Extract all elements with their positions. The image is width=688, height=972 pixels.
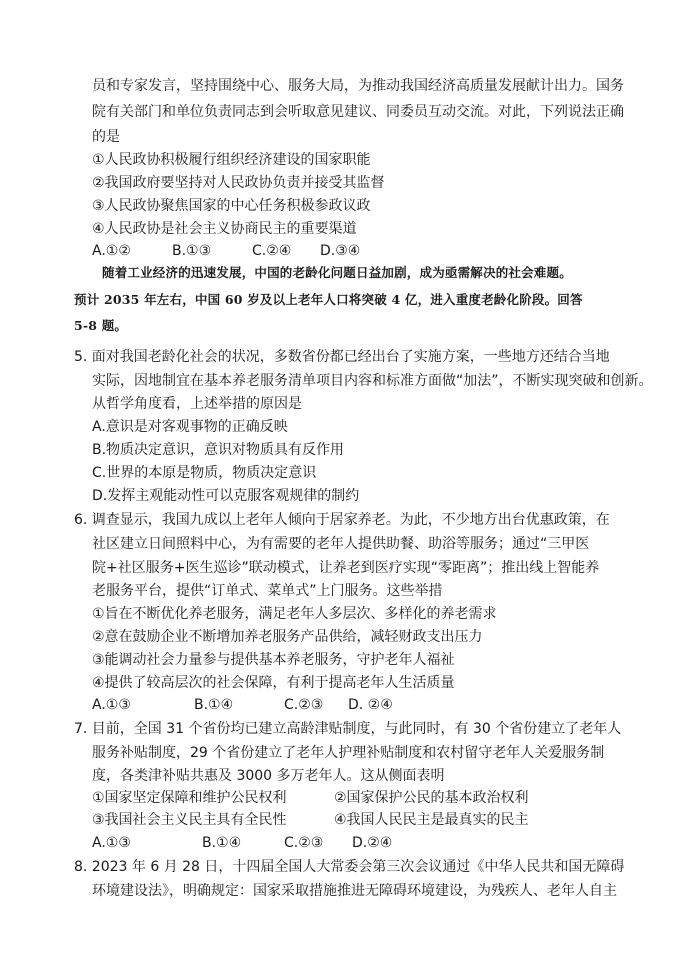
q5-option: D.发挥主观能动性可以克服客观规律的制约	[92, 488, 360, 504]
choice-b: B.①④	[194, 697, 234, 713]
passage-line: 随着工业经济的迅速发展，中国的老龄化问题日益加剧，成为亟需解决的社会难题。	[102, 265, 572, 280]
q4-option: ②我国政府要坚持对人民政协负责并接受其监督	[92, 175, 385, 191]
q7-option: ④我国人民民主是最真实的民主	[334, 812, 529, 828]
choice-a: A.①③	[92, 835, 131, 851]
q7-option: ①国家坚定保障和维护公民权利	[92, 790, 287, 806]
q5-option: B.物质决定意识，意识对物质具有反作用	[92, 442, 345, 458]
q6-option: ①旨在不断优化养老服务，满足老年人多层次、多样化的养老需求	[92, 606, 497, 622]
choice-b: B.①④	[202, 835, 242, 851]
q8-stem-line: 8. 2023 年 6 月 28 日，十四届全国人大常委会第三次会议通过《中华人民共和国无障碍	[74, 859, 625, 875]
choice-d: D.③④	[320, 243, 361, 259]
passage-line: 5-8 题。	[74, 318, 128, 333]
q5-stem-line: 5. 面对我国老龄化社会的状况，多数省份都已经出台了实施方案，一些地方还结合当地	[74, 349, 610, 365]
passage-line: 预计 2035 年左右，中国 60 岁及以上老年人口将突破 4 亿，进入重度老龄化阶段。回答	[74, 292, 583, 307]
q4-option: ①人民政协积极履行组织经济建设的国家职能	[92, 152, 371, 168]
q6-option: ③能调动社会力量参与提供基本养老服务，守护老年人福祉	[92, 652, 455, 668]
choice-c: C.②③	[284, 835, 324, 851]
q5-stem-line: 从哲学角度看，上述举措的原因是	[92, 396, 302, 412]
q5-option: A.意识是对客观事物的正确反映	[92, 419, 288, 435]
q7-option: ②国家保护公民的基本政治权利	[334, 790, 529, 806]
q4-text-line: 员和专家发言，坚持围绕中心、服务大局，为推动我国经济高质量发展献计出力。国务	[92, 78, 624, 94]
q6-option: ④提供了较高层次的社会保障，有利于提高老年人生活质量	[92, 675, 455, 691]
choice-c: C.②③	[284, 697, 324, 713]
q7-stem-line: 7. 目前，全国 31 个省份均已建立高龄津贴制度，与此同时，有 30 个省份建立了老年人	[74, 721, 622, 737]
q7-stem-line: 度，各类津补贴共惠及 3000 多万老年人。这从侧面表明	[92, 768, 445, 784]
q6-stem-line: 6. 调查显示，我国九成以上老年人倾向于居家养老。为此，不少地方出台优惠政策，在	[74, 512, 610, 528]
choice-a: A.①③	[92, 697, 131, 713]
q6-stem-line: 老服务平台，提供“订单式、菜单式”上门服务。这些举措	[92, 583, 443, 599]
choice-a: A.①②	[92, 243, 131, 259]
choice-c: C.②④	[252, 243, 292, 259]
choice-d: D.②④	[352, 835, 393, 851]
q7-option: ③我国社会主义民主具有全民性	[92, 812, 287, 828]
q4-text-line: 院有关部门和单位负责同志到会听取意见建议、同委员互动交流。对此，下列说法正确	[92, 104, 624, 120]
q6-option: ②意在鼓励企业不断增加养老服务产品供给，减轻财政支出压力	[92, 629, 483, 645]
q6-stem-line: 院+社区服务+医生巡诊”联动模式，让养老到医疗实现“零距离”；推出线上智能养	[92, 560, 600, 576]
q8-stem-line: 环境建设法》，明确规定：国家采取措施推进无障碍环境建设，为残疾人、老年人自主	[92, 883, 617, 899]
q4-option: ③人民政协聚焦国家的中心任务积极参政议政	[92, 198, 371, 214]
q5-stem-line: 实际，因地制宜在基本养老服务清单项目内容和标准方面做“加法”，不断实现突破和创新。	[92, 373, 653, 389]
q4-text-line: 的是	[92, 129, 120, 145]
choice-d: D. ②④	[348, 697, 393, 713]
choice-b: B.①③	[172, 243, 212, 259]
q4-option: ④人民政协是社会主义协商民主的重要渠道	[92, 221, 357, 237]
q5-option: C.世界的本原是物质，物质决定意识	[92, 465, 317, 481]
q7-stem-line: 服务补贴制度，29 个省份建立了老年人护理补贴制度和农村留守老年人关爱服务制	[92, 745, 605, 761]
q6-stem-line: 社区建立日间照料中心，为有需要的老年人提供助餐、助浴等服务；通过“三甲医	[92, 536, 590, 552]
